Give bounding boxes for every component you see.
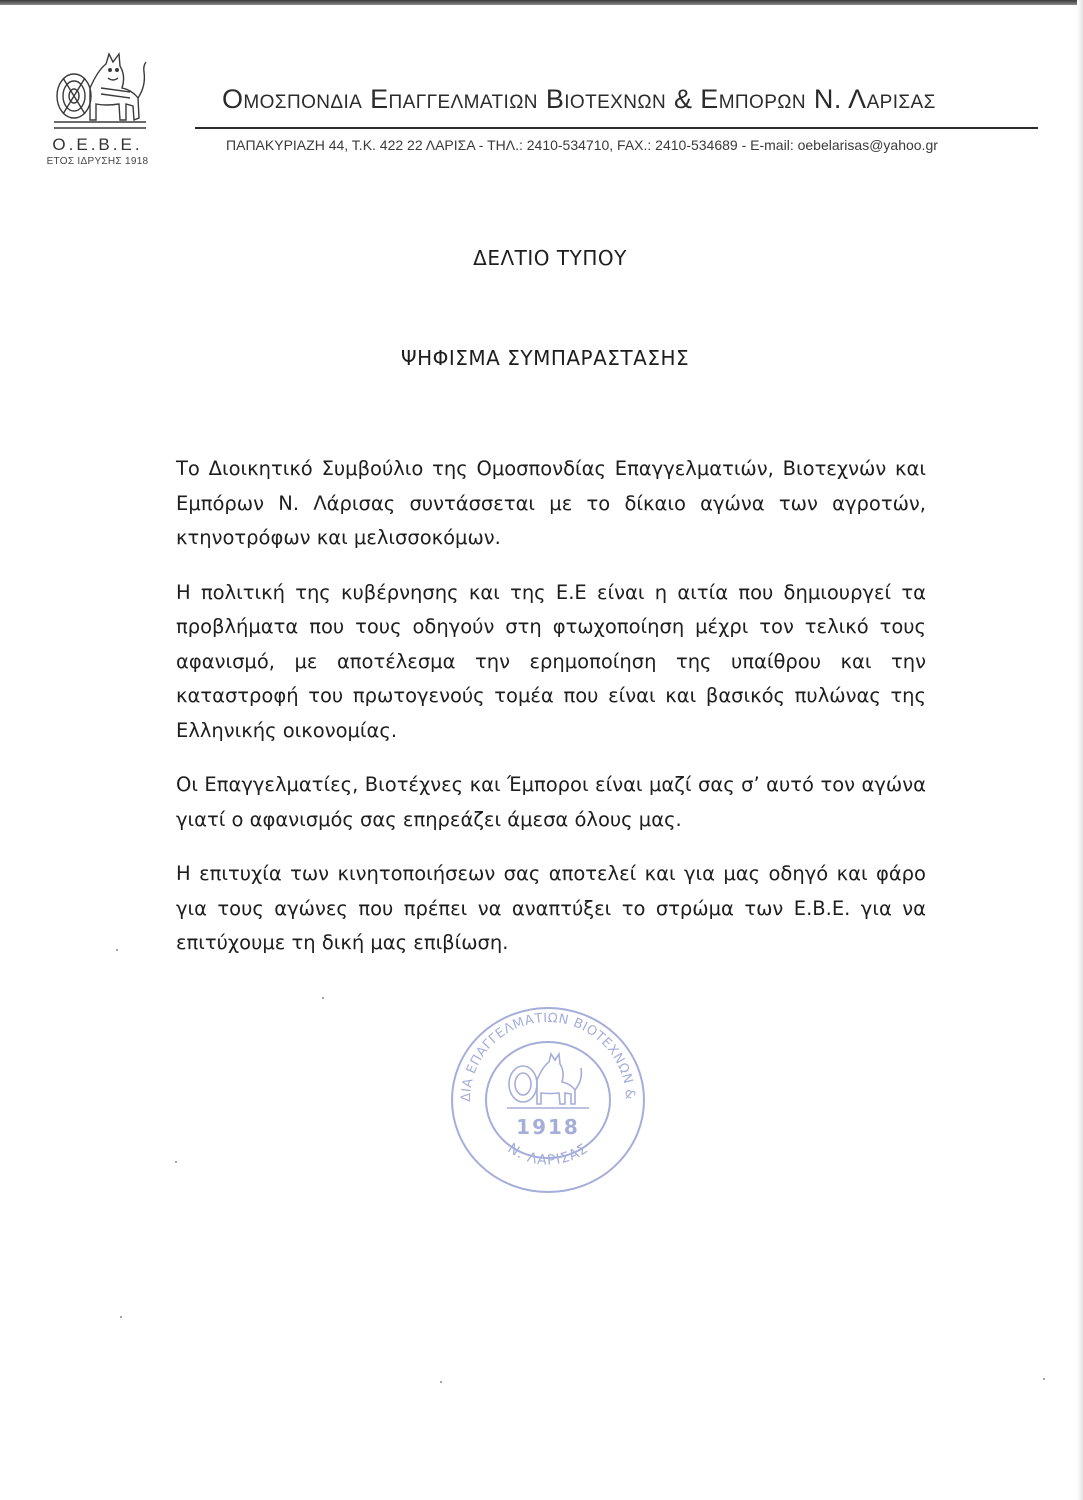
header-divider <box>195 127 1038 129</box>
contact-line: ΠΑΠΑΚΥΡΙΑΖΗ 44, Τ.Κ. 422 22 ΛΑΡΙΣΑ - ΤΗΛ.: 2410-534710, FAX.: 2410-534689 - E-mail: oebelarisas@yahoo.gr <box>226 137 938 153</box>
svg-text:Ν. ΛΑΡΙΣΑΣ <box>505 1140 592 1168</box>
scan-speck <box>120 1316 122 1318</box>
scan-speck <box>440 1381 442 1383</box>
stamp-seal-icon <box>443 1000 653 1200</box>
stamp-ring-text: ΔΙΑ ΕΠΑΓΓΕΛΜΑΤΙΩΝ ΒΙΟΤΕΧΝΩΝ & <box>458 1010 638 1103</box>
organization-logo <box>40 48 155 167</box>
organization-stamp <box>443 1000 653 1200</box>
scan-right-edge <box>1077 0 1083 1500</box>
body-paragraph: Η επιτυχία των κινητοποιήσεων σας αποτελεί και για μας οδηγό και φάρο για τους αγώνες που πρέπει να αναπτύξει το στρώμα των Ε.Β.Ε. για να επιτύχουμε τη δική μας επιβίωση. <box>176 862 926 954</box>
document-title: ΨΗΦΙΣΜΑ ΣΥΜΠΑΡΑΣΤΑΣΗΣ <box>400 346 690 370</box>
stamp-year: 1918 <box>516 1115 580 1139</box>
body-paragraph: Οι Επαγγελματίες, Βιοτέχνες και Έμποροι είναι μαζί σας σ’ αυτό τον αγώνα γιατί ο αφανισμός σας επηρεάζει άμεσα όλους μας. <box>176 773 926 831</box>
organization-name: Ομοσπονδια Επαγγελματιων Βιοτεχνων & Εμπορων Ν. Λαρισας <box>222 84 936 114</box>
scan-speck <box>175 1161 177 1163</box>
body-paragraph: Η πολιτική της κυβέρνησης και της Ε.Ε είναι η αιτία που δημιουργεί τα προβλήματα που τους οδηγούν στη φτωχοποίηση μέχρι τον τελικό τους αφανισμό, με αποτέλεσμα την ερημοποίηση της υπαίθρου και την καταστροφή του πρωτογενούς τομέα που είναι και βασικός πυλώνας της Ελληνικής οικονομίας. <box>176 580 926 742</box>
stamp-location-text: Ν. ΛΑΡΙΣΑΣ <box>504 1140 592 1169</box>
scan-speck <box>1043 1378 1045 1380</box>
logo-abbreviation: Ο.Ε.Β.Ε. <box>52 135 143 154</box>
document-body <box>176 452 926 981</box>
body-paragraph: Το Διοικητικό Συμβούλιο της Ομοσπονδίας Επαγγελματιών, Βιοτεχνών και Εμπόρων Ν. Λάρισας συντάσσεται με το δίκαιο αγώνα των αγροτών, κτηνοτρόφων και μελισσοκόμων. <box>176 457 926 549</box>
logo-founded-year: ΕΤΟΣ ΙΔΡΥΣΗΣ 1918 <box>46 156 149 167</box>
scan-top-edge <box>0 0 1083 5</box>
document-type: ΔΕΛΤΙΟ ΤΥΠΟΥ <box>473 246 627 270</box>
scan-speck <box>322 997 324 999</box>
lion-wheel-emblem-icon <box>46 48 150 134</box>
scan-speck <box>116 949 118 951</box>
